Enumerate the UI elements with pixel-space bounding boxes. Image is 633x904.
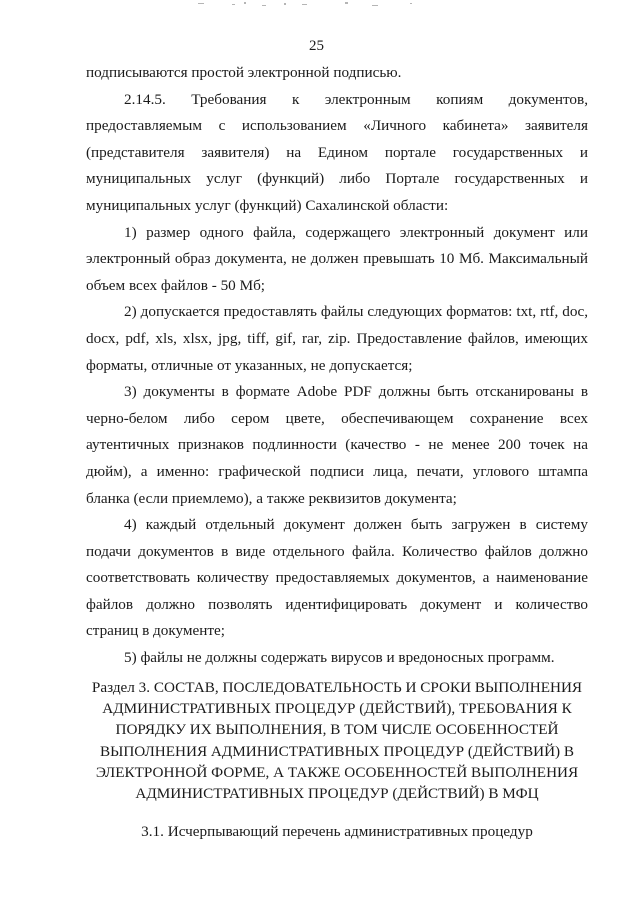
list-item-4: 4) каждый отдельный документ должен быть загружен в систему подачи документов в виде отдельного файла. Количество файлов должно соответствовать количеству предоставляемых документов, а наименование файлов должно позволять идентифицировать документ и количество страниц в документе; [86, 516, 588, 640]
paragraph-continuation: подписываются простой электронной подписью. [86, 64, 402, 81]
body-text [86, 60, 588, 672]
paragraph-2-14-5: 2.14.5. Требования к электронным копиям документов, предоставляемым с использованием «Личного кабинета» заявителя (представителя заявителя) на Едином портале государственных и муниципальных услуг (функций) либо Портале государственных и муниципальных услуг (функций) Сахалинской области: [86, 90, 588, 214]
list-item-2: 2) допускается предоставлять файлы следующих форматов: txt, rtf, doc, docx, pdf, xls, xlsx, jpg, tiff, gif, rar, zip. Предоставление файлов, имеющих форматы, отличные от указанных, не допускается; [86, 303, 588, 374]
scan-artifacts [0, 0, 633, 12]
page-number: 25 [309, 38, 324, 54]
subsection-heading: 3.1. Исчерпывающий перечень административных процедур [141, 823, 533, 840]
list-item-3: 3) документы в формате Adobe PDF должны быть отсканированы в черно-белом либо сером цвете, обеспечивающем сохранение всех аутентичных признаков подлинности (качество - не менее 200 точек на дюйм), а именно: графической подписи лица, печати, углового штампа бланка (если приемлемо), а также реквизитов документа; [86, 383, 588, 507]
list-item-1: 1) размер одного файла, содержащего электронный документ или электронный образ документа, не должен превышать 10 Мб. Максимальный объем всех файлов - 50 Мб; [86, 223, 588, 294]
list-item-5: 5) файлы не должны содержать вирусов и вредоносных программ. [124, 649, 555, 667]
section-heading: Раздел 3. СОСТАВ, ПОСЛЕДОВАТЕЛЬНОСТЬ И СРОКИ ВЫПОЛНЕНИЯ АДМИНИСТРАТИВНЫХ ПРОЦЕДУР (ДЕЙСТВИЙ), ТРЕБОВАНИЯ К ПОРЯДКУ ИХ ВЫПОЛНЕНИЯ, В ТОМ ЧИСЛЕ ОСОБЕННОСТЕЙ ВЫПОЛНЕНИЯ АДМИНИСТРАТИВНЫХ ПРОЦЕДУР (ДЕЙСТВИЙ) В ЭЛЕКТРОННОЙ ФОРМЕ, А ТАКЖЕ ОСОБЕННОСТЕЙ ВЫПОЛНЕНИЯ АДМИНИСТРАТИВНЫХ ПРОЦЕДУР (ДЕЙСТВИЙ) В МФЦ [91, 679, 583, 803]
